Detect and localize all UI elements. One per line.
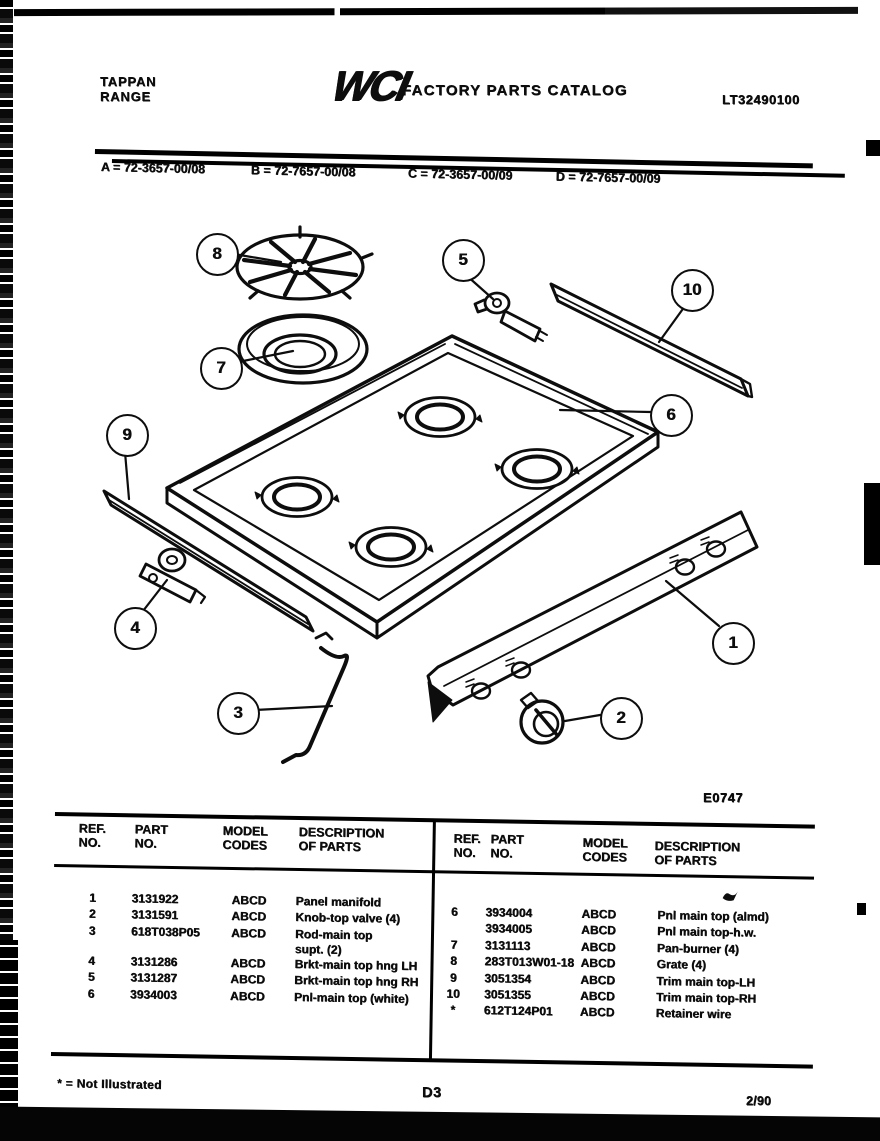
description-cell: Panel manifold [295,894,382,910]
model-codes-cell: ABCD [581,906,617,922]
part-no-cell: 3131287 [130,970,178,986]
model-code: D = 72-7657-00/09 [555,169,661,186]
part-no-cell: 3131286 [130,954,178,969]
part-no-cell: 3131591 [131,907,179,923]
ref-no-cell: 9 [449,970,457,985]
col-header-part-right: PART NO. [490,832,524,861]
grate-part [228,227,372,299]
ref-no-cell: 2 [88,906,96,922]
ref-no-cell: 1 [89,890,97,905]
callout-10: 10 [671,269,714,312]
part-no-cell: 612T124P01 [483,1003,553,1019]
control-knob-part [521,693,563,743]
callout-2: 2 [600,697,643,740]
model-code: C = 72-3657-00/09 [407,166,513,183]
col-header-part-left: PART NO. [134,822,168,851]
col-header-ref-left: REF. NO. [78,821,106,850]
document-number: LT32490100 [722,92,800,107]
callout-8: 8 [196,233,239,276]
not-illustrated-note: * = Not Illustrated [56,1076,162,1092]
description-cell: Trim main top-LH [656,973,756,990]
description-cell: Pan-burner (4) [656,940,739,957]
support-rod-part [283,633,347,762]
description-cell: Pnl main top-h.w. [656,924,757,941]
col-header-desc-right: DESCRIPTION OF PARTS [654,838,741,868]
wci-logo: WCI [328,62,411,109]
ref-no-cell: 8 [450,953,458,968]
description-cell: Brkt-main top hng LH [294,956,418,973]
callout-1: 1 [712,622,755,665]
part-no-cell: 3051355 [483,987,531,1002]
model-codes-cell: ABCD [231,892,267,908]
catalog-title: FACTORY PARTS CATALOG [402,82,628,99]
revision-date: 2/90 [746,1094,772,1108]
parts-rows-right [440,904,814,1025]
description-cell: Grate (4) [656,957,707,972]
description-cell: Retainer wire [655,1006,732,1022]
callout-6: 6 [650,394,693,437]
callout-9: 9 [106,414,149,457]
burner-openings [255,398,579,567]
part-no-cell: 3934005 [485,921,532,937]
brand-line-1: TAPPAN [100,74,157,89]
description-cell: Trim main top-RH [655,989,757,1006]
part-no-cell: 3934003 [129,986,177,1002]
model-codes-cell: ABCD [230,925,266,941]
col-header-desc-left: DESCRIPTION OF PARTS [298,825,385,855]
hinge-bracket-rh-part [475,293,547,341]
parts-table [51,812,815,1075]
callout-4: 4 [114,607,157,650]
scan-artifact-right-mark-1 [866,140,880,156]
part-no-cell: 283T013W01-18 [484,954,575,970]
callout-3: 3 [217,692,260,735]
description-cell: Pnl-main top (white) [293,989,409,1006]
model-codes-cell: ABCD [231,909,267,924]
ref-no-cell: 3 [88,923,96,938]
col-header-model-left: MODEL CODES [222,823,268,853]
scan-artifact-bottom-bar [0,1106,880,1141]
model-codes-cell: ABCD [579,988,615,1004]
col-header-ref-right: REF. NO. [453,831,481,860]
model-codes-cell: ABCD [230,972,266,987]
brand-name [100,74,156,104]
model-codes-cell: ABCD [229,988,265,1004]
description-cell: Knob-top valve (4) [295,910,401,927]
ref-no-cell: 6 [450,904,458,919]
figure-code: E0747 [703,790,744,805]
model-code: B = 72-7657-00/08 [250,163,356,180]
part-no-cell: 3934004 [485,905,533,920]
description-cell: Pnl main top (almd) [657,908,769,924]
ref-no-cell: 4 [88,953,96,968]
model-codes-cell: ABCD [580,955,616,971]
pointer-icon [722,889,740,907]
scan-artifact-right-mark-2 [864,483,880,565]
exploded-parts-diagram [40,190,840,805]
description-cell: Brkt-main top hng RH [294,973,419,990]
model-codes-cell: ABCD [580,972,616,987]
part-no-cell: 618T038P05 [130,924,200,940]
ref-no-cell: 7 [450,937,458,952]
part-no-cell: 3131113 [484,937,531,953]
callout-5: 5 [442,239,485,282]
scan-artifact-top-edge [14,7,858,16]
model-codes-cell: ABCD [580,939,616,955]
part-no-cell: 3051354 [484,970,532,986]
ref-no-cell: 6 [87,986,95,1001]
ref-no-cell: 5 [87,969,95,984]
model-codes-cell: ABCD [579,1005,615,1020]
brand-line-2: RANGE [100,89,151,104]
model-code: A = 72-3657-00/08 [100,160,206,177]
description-cell: Rod-main top supt. (2) [294,926,373,957]
part-no-cell: 3131922 [131,891,179,907]
page-number: D3 [422,1085,442,1101]
model-codes-cell: ABCD [230,955,266,971]
burner-pan-part [239,315,367,383]
scan-artifact-right-mark-3 [857,903,866,915]
ref-no-cell: * [450,1002,456,1018]
ref-no-cell: 10 [446,986,460,1001]
callout-7: 7 [200,347,243,390]
model-codes-cell: ABCD [580,923,616,938]
col-header-model-right: MODEL CODES [582,835,628,865]
parts-rows-left [76,890,432,1008]
trim-rail-right [551,284,752,397]
